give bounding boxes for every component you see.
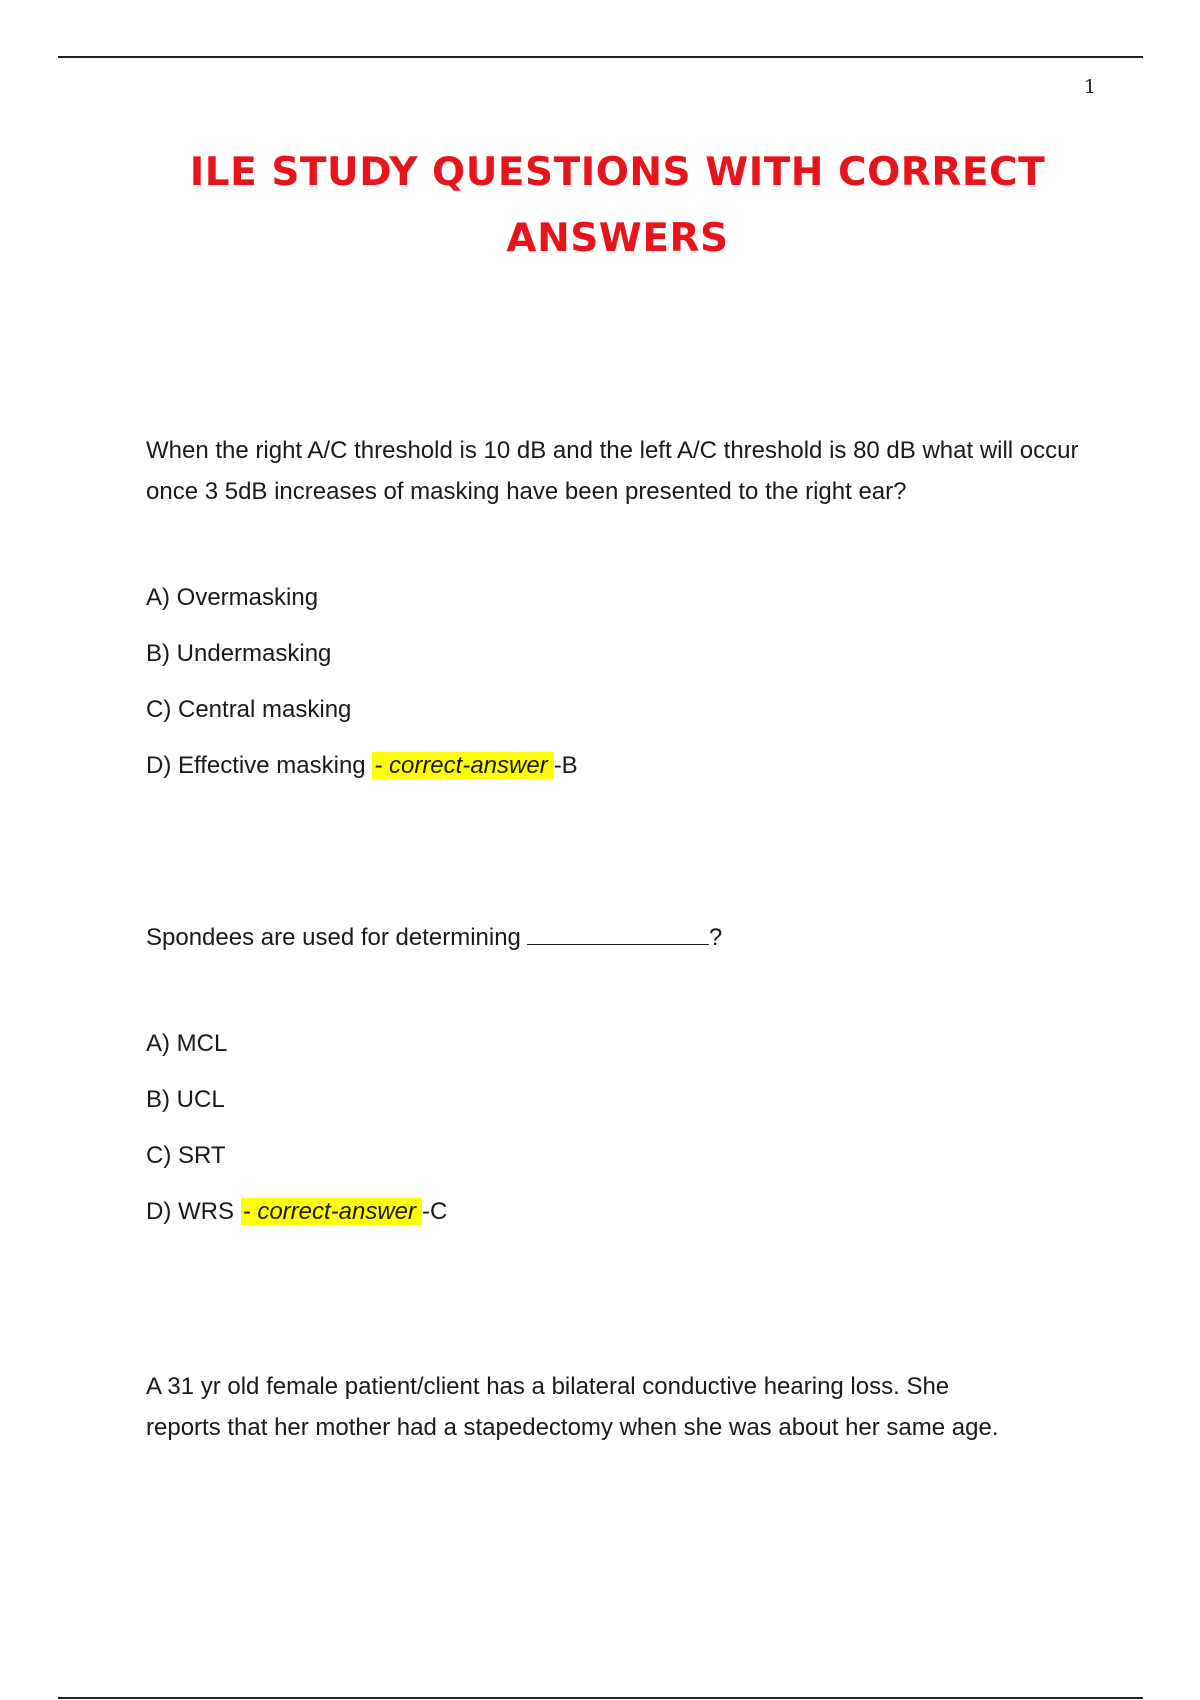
option-list	[146, 570, 1106, 794]
correct-answer-highlight	[372, 752, 553, 779]
question-text	[146, 1366, 1106, 1448]
option-d	[146, 738, 1106, 794]
document-title-line-1: ILE STUDY QUESTIONS WITH CORRECT	[189, 150, 1046, 195]
option-c: C) Central masking	[146, 696, 352, 723]
option-a: A) Overmasking	[146, 584, 319, 611]
question-text-line-2: reports that her mother had a stapedectomy when she was about her same age.	[146, 1414, 999, 1441]
option-d	[146, 1184, 1106, 1240]
question-text-prefix: Spondees are used for determining	[146, 924, 521, 951]
option-a: A) MCL	[146, 1030, 228, 1057]
document-title	[140, 140, 1095, 272]
option-list	[146, 1016, 1106, 1240]
option-c: C) SRT	[146, 1142, 226, 1169]
question-text-line-1: A 31 yr old female patient/client has a bilateral conductive hearing loss. She	[146, 1373, 950, 1400]
header-rule	[58, 56, 1143, 58]
correct-answer-marker: - correct-answer	[242, 1198, 417, 1225]
correct-answer-value: -C	[422, 1198, 448, 1225]
correct-answer-value: -B	[553, 752, 578, 779]
footer-rule	[58, 1697, 1143, 1699]
question-2	[146, 917, 1106, 1240]
option-b: B) UCL	[146, 1086, 225, 1113]
option-b: B) Undermasking	[146, 640, 332, 667]
page-number: 1	[1083, 76, 1096, 98]
question-text-suffix: ?	[708, 924, 723, 951]
question-1	[146, 430, 1106, 794]
question-text: When the right A/C threshold is 10 dB and the left A/C threshold is 80 dB what will occur once 3 5dB increases of masking have been presented to the right ear?	[146, 437, 1079, 505]
correct-answer-highlight	[241, 1198, 422, 1225]
question-3	[146, 1366, 1106, 1448]
question-text	[146, 917, 1106, 958]
option-d-label: D) Effective masking	[146, 752, 366, 779]
fill-in-blank	[527, 920, 709, 945]
option-d-label: D) WRS	[146, 1198, 234, 1225]
correct-answer-marker: - correct-answer	[374, 752, 548, 779]
document-title-line-2: ANSWERS	[506, 216, 729, 261]
